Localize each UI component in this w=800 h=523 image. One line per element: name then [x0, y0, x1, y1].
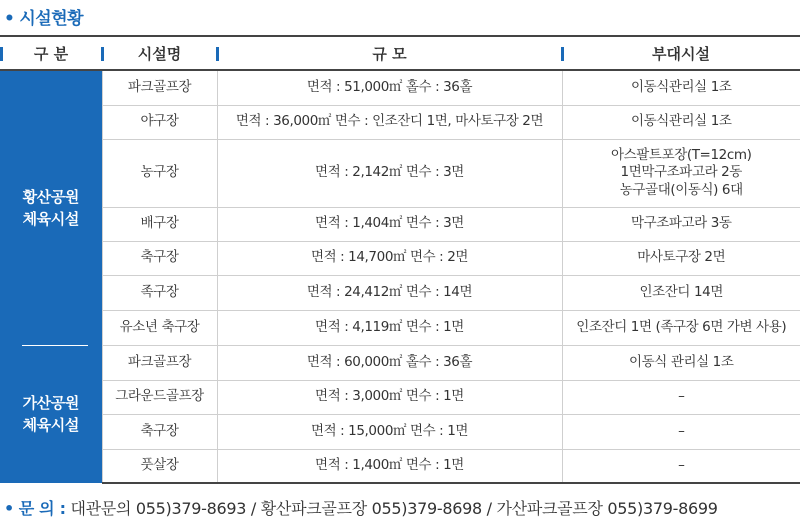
scale-text: 면적 : 14,700㎡ 면수 : 2면: [310, 249, 469, 266]
header-amenity-label: 부대시설: [652, 44, 710, 63]
header-separator: [0, 47, 3, 61]
header-amenity: [562, 36, 800, 70]
facility-text: 족구장: [140, 283, 179, 300]
table-row: [0, 380, 800, 414]
amenity-cell: [562, 345, 800, 380]
header-row: [0, 36, 800, 70]
amenity-text: 인조잔디 14면: [639, 283, 723, 300]
header-facility-label: 시설명: [137, 44, 182, 63]
header-scale-label: 규 모: [372, 44, 407, 63]
group-divider: [22, 345, 88, 346]
contact-label: 문 의 :: [18, 499, 66, 518]
amenity-cell: [562, 449, 800, 483]
scale-text: 면적 : 3,000㎡ 면수 : 1면: [315, 388, 464, 405]
amenity-text: 아스팔트포장(T=12cm) 1면막구조파고라 2동 농구골대(이동식) 6대: [611, 146, 752, 198]
scale-text: 면적 : 4,119㎡ 면수 : 1면: [315, 318, 464, 335]
section-title: [4, 4, 83, 29]
facility-table-wrapper: [0, 35, 800, 484]
scale-cell: [217, 241, 562, 275]
contact-text: 대관문의 055)379-8693 / 황산파크골프장 055)379-8698 / 가산파크골프장 055)379-8699: [70, 499, 718, 518]
facility-table: [0, 35, 800, 484]
facility-text: 파크골프장: [127, 353, 192, 370]
facility-cell: [102, 380, 217, 414]
facility-text: 농구장: [140, 164, 179, 181]
scale-cell: [217, 414, 562, 449]
facility-cell: [102, 345, 217, 380]
table-row: [0, 207, 800, 241]
scale-cell: [217, 275, 562, 310]
facility-cell: [102, 70, 217, 105]
table-body: [0, 70, 800, 483]
scale-text: 면적 : 36,000㎡ 면수 : 인조잔디 1면, 마사토구장 2면: [235, 113, 544, 130]
amenity-cell: [562, 275, 800, 310]
table-row: [0, 241, 800, 275]
facility-text: 그라운드골프장: [115, 388, 204, 405]
amenity-cell: [562, 105, 800, 139]
facility-cell: [102, 139, 217, 207]
amenity-text: –: [678, 422, 685, 439]
scale-text: 면적 : 15,000㎡ 면수 : 1면: [310, 422, 469, 439]
amenity-text: 마사토구장 2면: [637, 249, 726, 266]
scale-text: 면적 : 1,400㎡ 면수 : 1면: [315, 456, 464, 473]
table-row: [0, 275, 800, 310]
scale-cell: [217, 105, 562, 139]
group-name: 가산공원 체육시설: [22, 393, 79, 434]
amenity-cell: [562, 414, 800, 449]
table-row: [0, 449, 800, 483]
amenity-cell: [562, 310, 800, 345]
scale-cell: [217, 207, 562, 241]
contact-footer: [4, 496, 718, 519]
scale-text: 면적 : 1,404㎡ 면수 : 3면: [315, 215, 464, 232]
scale-text: 면적 : 24,412㎡ 면수 : 14면: [306, 283, 473, 300]
amenity-text: –: [678, 456, 685, 473]
scale-cell: [217, 70, 562, 105]
scale-text: 면적 : 60,000㎡ 홀수 : 36홀: [306, 353, 473, 370]
group-cell: [0, 70, 102, 345]
header-facility: [102, 36, 217, 70]
amenity-text: 인조잔디 1면 (족구장 6면 가변 사용): [576, 318, 787, 335]
table-row: [0, 310, 800, 345]
facility-text: 축구장: [140, 422, 179, 439]
scale-cell: [217, 139, 562, 207]
amenity-text: 이동식관리실 1조: [630, 78, 732, 95]
scale-text: 면적 : 2,142㎡ 면수 : 3면: [315, 164, 464, 181]
scale-cell: [217, 345, 562, 380]
facility-text: 배구장: [140, 215, 179, 232]
table-row: [0, 70, 800, 105]
header-scale: [217, 36, 562, 70]
scale-cell: [217, 449, 562, 483]
amenity-cell: [562, 139, 800, 207]
facility-cell: [102, 275, 217, 310]
amenity-text: 막구조파고라 3동: [630, 215, 732, 232]
title-text: 시설현황: [19, 9, 84, 29]
title-bullet: •: [4, 9, 15, 29]
facility-text: 유소년 축구장: [119, 318, 200, 335]
group-cell: [0, 345, 102, 483]
amenity-text: –: [678, 388, 685, 405]
facility-cell: [102, 241, 217, 275]
facility-cell: [102, 310, 217, 345]
header-category: [0, 36, 102, 70]
scale-cell: [217, 310, 562, 345]
facility-text: 파크골프장: [127, 78, 192, 95]
table-row: [0, 105, 800, 139]
facility-text: 풋살장: [140, 456, 179, 473]
table-row: [0, 345, 800, 380]
amenity-text: 이동식관리실 1조: [630, 113, 732, 130]
facility-text: 야구장: [140, 113, 179, 130]
table-row: [0, 139, 800, 207]
scale-cell: [217, 380, 562, 414]
facility-text: 축구장: [140, 249, 179, 266]
group-name: 황산공원 체육시설: [22, 187, 79, 228]
amenity-cell: [562, 380, 800, 414]
scale-text: 면적 : 51,000㎡ 홀수 : 36홀: [306, 78, 473, 95]
facility-cell: [102, 414, 217, 449]
facility-cell: [102, 105, 217, 139]
amenity-text: 이동식 관리실 1조: [629, 353, 734, 370]
amenity-cell: [562, 241, 800, 275]
amenity-cell: [562, 70, 800, 105]
header-category-label: 구 분: [33, 44, 69, 63]
amenity-cell: [562, 207, 800, 241]
facility-cell: [102, 207, 217, 241]
table-row: [0, 414, 800, 449]
contact-bullet: •: [4, 499, 14, 518]
table-header: [0, 36, 800, 70]
facility-cell: [102, 449, 217, 483]
